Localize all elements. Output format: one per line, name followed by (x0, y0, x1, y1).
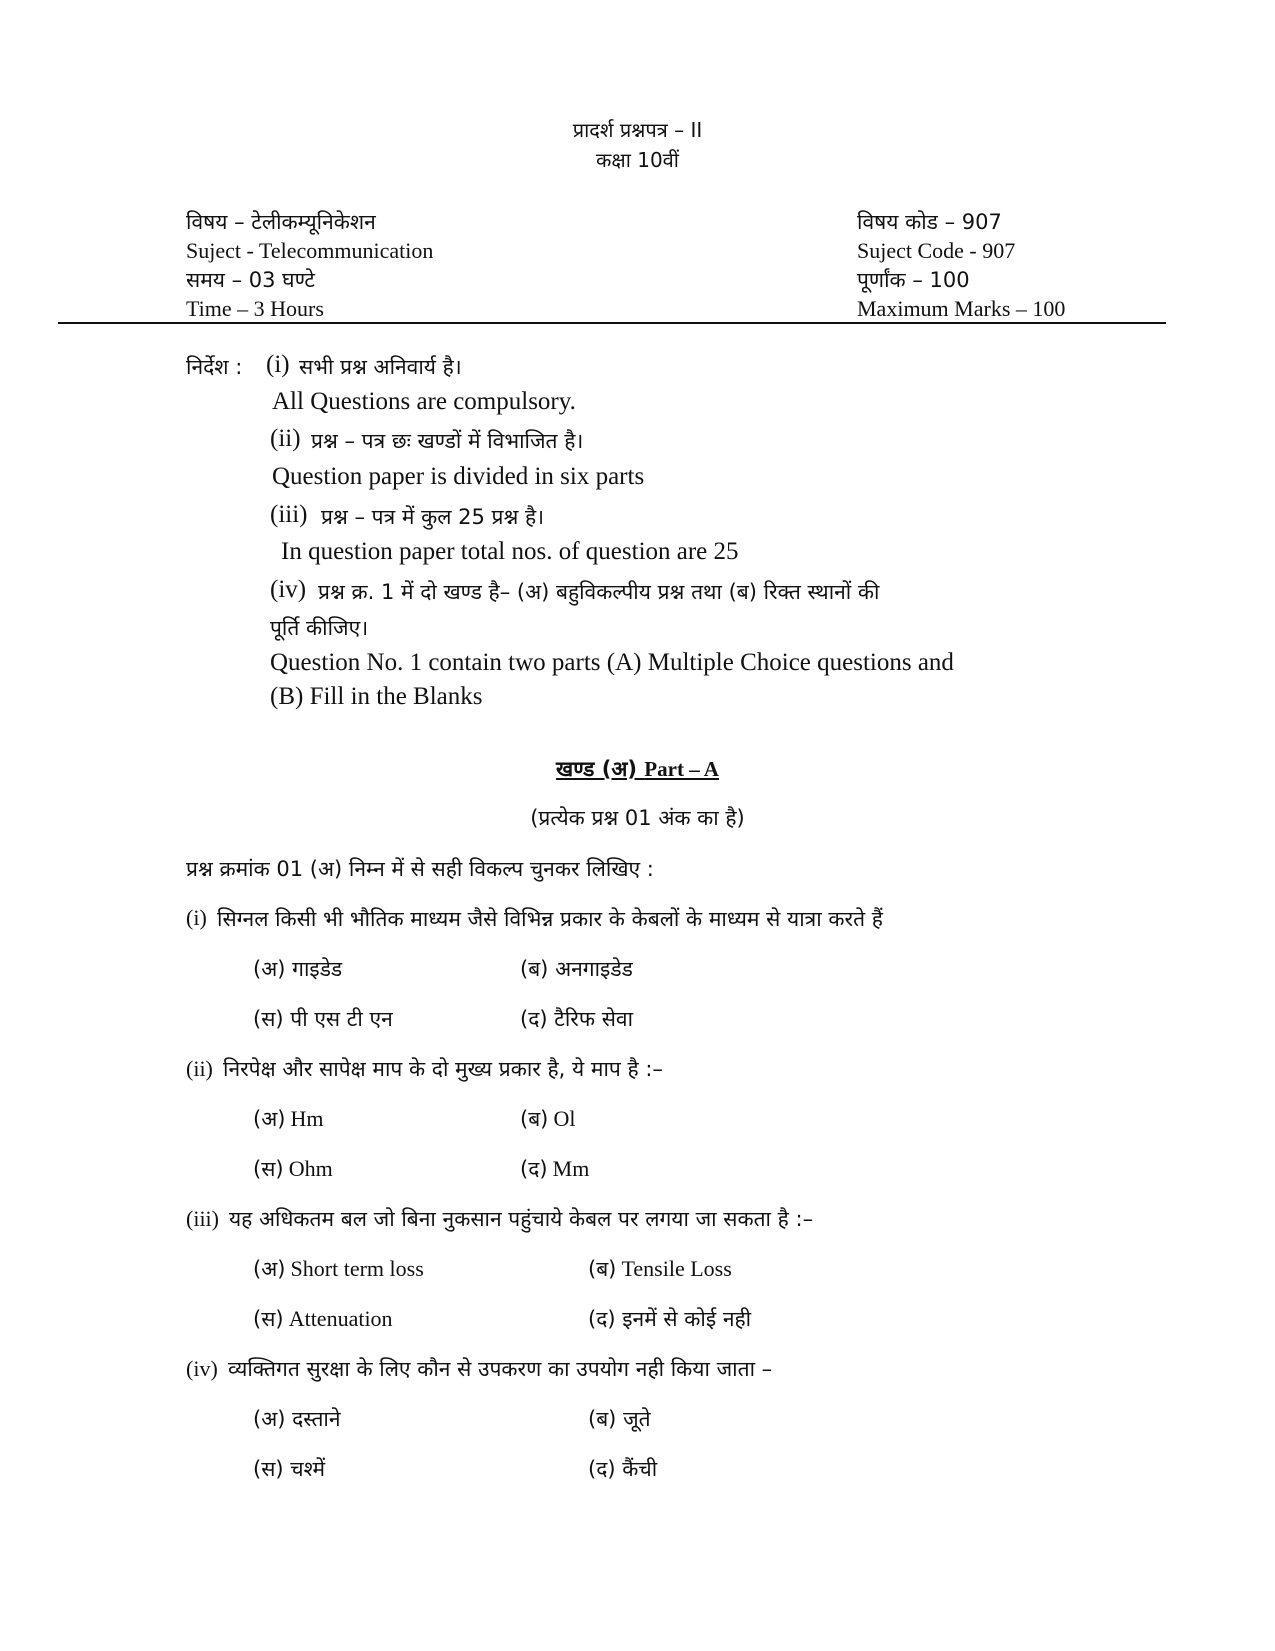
question-ii-text: निरपेक्ष और सापेक्ष माप के दो मुख्य प्रकार है, ये माप है :– (223, 1057, 663, 1081)
subject-code-hindi: विषय कोड – 907 (857, 210, 1002, 234)
part-a-heading (0, 755, 1275, 783)
max-marks-hindi: पूर्णांक – 100 (857, 268, 970, 292)
instruction-ii-number: (ii) (270, 425, 301, 452)
question-1-intro: प्रश्न क्रमांक 01 (अ) निम्न में से सही विकल्प चुनकर लिखिए : (186, 857, 654, 881)
subject-english: Suject - Telecommunication (186, 238, 434, 263)
question-i-option-d: (द) टैरिफ सेवा (520, 1007, 634, 1031)
instruction-i-number: (i) (266, 351, 290, 378)
instruction-iv-english-line1: Question No. 1 contain two parts (A) Multiple Choice questions and (270, 649, 954, 676)
question-iii-option-a: (अ) Short term loss (253, 1256, 424, 1281)
paper-title: प्रादर्श प्रश्नपत्र – II (572, 118, 703, 142)
subject-hindi: विषय – टेलीकम्यूनिकेशन (186, 210, 376, 234)
question-iii-option-c: (स) Attenuation (253, 1306, 393, 1331)
question-iii-number: (iii) (186, 1206, 219, 1231)
question-i-option-a: (अ) गाइडेड (253, 957, 343, 981)
question-iv-option-b: (ब) जूते (588, 1407, 651, 1431)
instruction-iv-hindi-line2: पूर्ति कीजिए। (270, 616, 369, 640)
question-i-text: सिग्नल किसी भी भौतिक माध्यम जैसे विभिन्न प्रकार के केबलों के माध्यम से यात्रा करते हैं (217, 907, 883, 931)
instruction-iii-number: (iii) (270, 501, 308, 528)
instructions-label: निर्देश : (186, 355, 243, 379)
question-iii-text: यह अधिकतम बल जो बिना नुकसान पहुंचाये केबल पर लगया जा सकता है :– (229, 1207, 814, 1231)
subject-code-english: Suject Code - 907 (857, 238, 1016, 263)
part-a-heading-english: Part – A (644, 757, 719, 781)
question-ii-option-c: (स) Ohm (253, 1156, 333, 1181)
question-iii-option-d: (द) इनमें से कोई नही (588, 1307, 752, 1331)
class-label: कक्षा 10वीं (596, 148, 679, 172)
time-english: Time – 3 Hours (186, 296, 324, 321)
instruction-i-hindi: सभी प्रश्न अनिवार्य है। (299, 355, 462, 379)
instruction-iv-number: (iv) (270, 576, 307, 603)
question-i-option-c: (स) पी एस टी एन (253, 1007, 393, 1031)
question-iii-option-b: (ब) Tensile Loss (588, 1256, 732, 1281)
question-ii-option-b: (ब) Ol (520, 1106, 576, 1131)
question-iv-option-d: (द) कैंची (588, 1457, 658, 1481)
question-i-option-b: (ब) अनगाइडेड (520, 957, 633, 981)
part-a-heading-hindi: खण्ड (अ) (556, 757, 637, 781)
question-iv-text: व्यक्तिगत सुरक्षा के लिए कौन से उपकरण का उपयोग नही किया जाता – (228, 1357, 773, 1381)
instruction-iii-english: In question paper total nos. of question are 25 (281, 538, 739, 565)
question-iv-option-c: (स) चश्में (253, 1457, 326, 1481)
question-iv-number: (iv) (186, 1356, 218, 1381)
part-a-marks-note: (प्रत्येक प्रश्न 01 अंक का है) (530, 806, 745, 830)
time-hindi: समय – 03 घण्टे (186, 268, 315, 292)
header-divider (58, 322, 1166, 324)
instruction-ii-hindi: प्रश्न – पत्र छः खण्डों में विभाजित है। (311, 429, 584, 453)
instruction-i-english: All Questions are compulsory. (272, 388, 576, 415)
instruction-iv-hindi-line1: प्रश्न क्र. 1 में दो खण्ड है– (अ) बहुविकल्पीय प्रश्न तथा (ब) रिक्त स्थानों की (318, 580, 880, 604)
instruction-iv-english-line2: (B) Fill in the Blanks (270, 683, 483, 710)
question-ii-option-a: (अ) Hm (253, 1106, 324, 1131)
question-ii-number: (ii) (186, 1056, 213, 1081)
question-iv-option-a: (अ) दस्ताने (253, 1407, 341, 1431)
max-marks-english: Maximum Marks – 100 (857, 296, 1066, 321)
question-i-number: (i) (186, 905, 207, 930)
instruction-iii-hindi: प्रश्न – पत्र में कुल 25 प्रश्न है। (321, 505, 545, 529)
question-ii-option-d: (द) Mm (520, 1156, 590, 1181)
instruction-ii-english: Question paper is divided in six parts (272, 463, 645, 490)
